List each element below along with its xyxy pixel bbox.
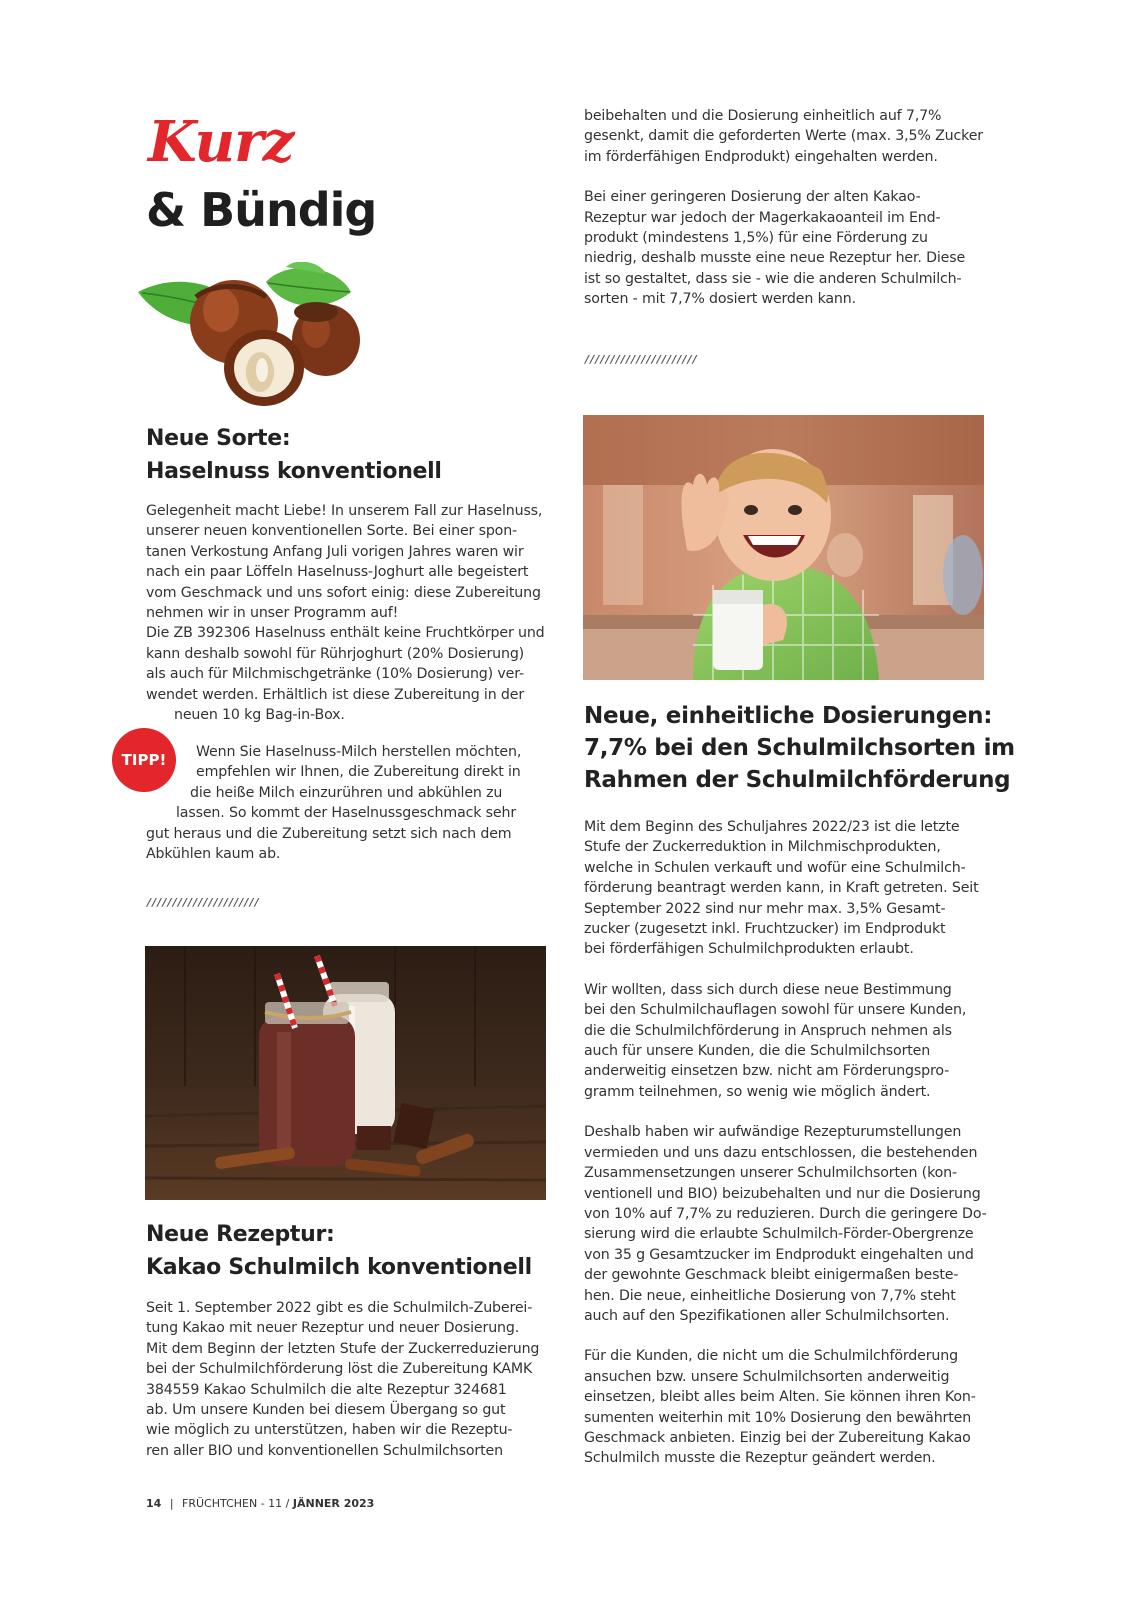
text-line: die heiße Milch einzurühren und abkühlen zu: [190, 784, 503, 801]
text-line: der gewohnte Geschmack bleibt einigermaßen beste-: [584, 1267, 959, 1284]
text-line: Schulmilch musste die Rezeptur geändert werden.: [584, 1450, 936, 1467]
section-body-dosierungen: [584, 817, 987, 1469]
text-line: von 10% auf 7,7% zu reduzieren. Durch die geringere Do-: [584, 1205, 987, 1222]
text-line: zucker (zugesetzt inkl. Fruchtzucker) im Endprodukt: [584, 921, 946, 938]
text-line: förderung beantragt werden kann, in Kraft getreten. Seit: [584, 880, 979, 897]
text-line: Gelegenheit macht Liebe! In unserem Fall zur Haselnuss,: [146, 503, 543, 519]
section-divider: //////////////////////: [584, 353, 697, 366]
magazine-name: FRÜCHTCHEN: [182, 1497, 258, 1510]
text-line: auch für unsere Kunden, die die Schulmilchsorten: [584, 1043, 931, 1060]
text-line: Zusammensetzungen unserer Schulmilchsorten (kon-: [584, 1165, 957, 1182]
heading-line: Haselnuss konventionell: [146, 459, 442, 484]
text-line: neuen 10 kg Bag-in-Box.: [174, 707, 345, 724]
section-divider: //////////////////////: [146, 896, 259, 909]
text-line: welche in Schulen verkauft und wofür eine Schulmilch-: [584, 859, 966, 876]
text-line: sumenten weiterhin mit 10% Dosierung den bewährten: [584, 1409, 972, 1426]
heading-line: Neue Sorte:: [146, 426, 291, 451]
text-line: gramm teilnehmen, so wenig wie möglich ändert.: [584, 1083, 931, 1100]
text-line: Für die Kunden, die nicht um die Schulmilchförderung: [584, 1348, 958, 1365]
masthead-script-word: Kurz: [148, 109, 294, 175]
text-line: Rezeptur war jedoch der Magerkakaoanteil im End-: [584, 209, 941, 226]
masthead-title: & Bündig: [146, 183, 377, 237]
text-line: empfehlen wir Ihnen, die Zubereitung direkt in: [196, 764, 521, 781]
text-line: hen. Die neue, einheitliche Dosierung von 7,7% steht: [584, 1287, 956, 1304]
text-line: Mit dem Beginn des Schuljahres 2022/23 ist die letzte: [584, 819, 960, 835]
issue-number: - 11 /: [257, 1497, 293, 1510]
text-line: Abkühlen kaum ab.: [146, 846, 281, 863]
child-milk-photo: [583, 415, 984, 680]
section-heading-dosierungen: [584, 700, 1015, 796]
text-line: Deshalb haben wir aufwändige Rezepturumstellungen: [584, 1124, 962, 1141]
text-line: produkt (mindestens 1,5%) für eine Förderung zu: [584, 230, 928, 247]
text-line: Bei einer geringeren Dosierung der alten Kakao-: [584, 189, 921, 206]
text-line: bei förderfähigen Schulmilchprodukten erlaubt.: [584, 941, 914, 958]
heading-line: Neue, einheitliche Dosierungen:: [584, 703, 993, 729]
text-line: Seit 1. September 2022 gibt es die Schulmilch-Zuberei-: [146, 1300, 533, 1316]
heading-line: 7,7% bei den Schulmilchsorten im: [584, 735, 1015, 761]
heading-line: Kakao Schulmilch konventionell: [146, 1255, 532, 1280]
tipp-badge: TIPP!: [112, 728, 176, 792]
text-line: sorten - mit 7,7% dosiert werden kann.: [584, 291, 856, 308]
text-line: tung Kakao mit neuer Rezeptur und neuer Dosierung.: [146, 1320, 520, 1337]
text-line: die die Schulmilchförderung in Anspruch nehmen als: [584, 1022, 952, 1039]
text-line: wie möglich zu unterstützen, haben wir die Rezeptu-: [146, 1422, 513, 1439]
text-line: ab. Um unsere Kunden bei diesem Übergang so gut: [146, 1402, 506, 1419]
text-line: niedrig, deshalb musste eine neue Rezeptur her. Diese: [584, 250, 966, 267]
heading-line: Rahmen der Schulmilchförderung: [584, 767, 1011, 793]
text-line: ventionell und BIO) beizubehalten und nur die Dosierung: [584, 1185, 981, 1202]
hazelnut-image: [136, 262, 372, 412]
text-line: kann deshalb sowohl für Rührjoghurt (20% Dosierung): [146, 645, 525, 662]
text-line: ansuchen bzw. unsere Schulmilchsorten anderweitig: [584, 1368, 950, 1385]
section-body-kakao: [146, 1298, 539, 1461]
text-line: ist so gestaltet, dass sie - wie die anderen Schulmilch-: [584, 270, 962, 287]
issue-date: JÄNNER 2023: [292, 1497, 375, 1510]
text-line: unserer neuen konventionellen Sorte. Bei einer spon-: [146, 523, 518, 540]
section-heading-kakao: [146, 1218, 532, 1284]
text-line: auch auf den Spezifikationen aller Schulmilchsorten.: [584, 1307, 950, 1324]
text-line: nach ein paar Löffeln Haselnuss-Joghurt alle begeistert: [146, 564, 529, 581]
tipp-text: [146, 742, 521, 864]
text-line: anderweitig einsetzen bzw. nicht am Förderungspro-: [584, 1063, 950, 1080]
text-line: gesenkt, damit die geforderten Werte (max. 3,5% Zucker: [584, 128, 983, 145]
text-line: als auch für Milchmischgetränke (10% Dosierung) ver-: [146, 666, 524, 683]
text-line: einsetzen, bleibt alles beim Alten. Sie können ihren Kon-: [584, 1389, 976, 1406]
text-line: vom Geschmack und uns sofort einig: diese Zubereitung: [146, 584, 541, 601]
text-line: September 2022 sind nur mehr max. 3,5% Gesamt-: [584, 900, 946, 917]
text-line: von 35 g Gesamtzucker im Endprodukt eingehalten und: [584, 1246, 974, 1263]
text-line: wendet werden. Erhältlich ist diese Zubereitung in der: [146, 686, 525, 703]
footer-separator: |: [169, 1497, 174, 1510]
text-line: Mit dem Beginn der letzten Stufe der Zuckerreduzierung: [146, 1340, 540, 1357]
text-line: im förderfähigen Endprodukt) eingehalten werden.: [584, 148, 938, 165]
page-footer: [146, 1497, 374, 1510]
text-line: Stufe der Zuckerreduktion in Milchmischprodukten,: [584, 839, 941, 856]
text-line: beibehalten und die Dosierung einheitlich auf 7,7%: [584, 108, 942, 124]
section-heading-haselnuss: [146, 422, 442, 488]
text-line: gut heraus und die Zubereitung setzt sich nach dem: [146, 825, 512, 842]
text-line: Wir wollten, dass sich durch diese neue Bestimmung: [584, 981, 952, 998]
text-line: bei der Schulmilchförderung löst die Zubereitung KAMK: [146, 1361, 533, 1378]
text-line: sierung wird die erlaubte Schulmilch-Förder-Obergrenze: [584, 1226, 974, 1243]
text-line: Die ZB 392306 Haselnuss enthält keine Fruchtkörper und: [146, 625, 545, 642]
text-line: lassen. So kommt der Haselnussgeschmack sehr: [176, 805, 517, 822]
heading-line: Neue Rezeptur:: [146, 1222, 335, 1247]
text-line: vermieden und uns dazu entschlossen, die bestehenden: [584, 1144, 978, 1161]
text-line: Wenn Sie Haselnuss-Milch herstellen möchten,: [196, 744, 522, 760]
section-body-haselnuss: [146, 501, 545, 725]
chocolate-milk-photo: [145, 946, 546, 1200]
right-top-body: [584, 106, 983, 310]
text-line: nehmen wir in unser Programm auf!: [146, 605, 399, 622]
text-line: tanen Verkostung Anfang Juli vorigen Jahres waren wir: [146, 543, 524, 560]
text-line: Geschmack anbieten. Einzig bei der Zubereitung Kakao: [584, 1429, 971, 1446]
text-line: 384559 Kakao Schulmilch die alte Rezeptur 324681: [146, 1381, 507, 1398]
text-line: bei den Schulmilchauflagen sowohl für unsere Kunden,: [584, 1002, 967, 1019]
text-line: ren aller BIO und konventionellen Schulmilchsorten: [146, 1442, 503, 1459]
page-number: 14: [146, 1497, 162, 1510]
